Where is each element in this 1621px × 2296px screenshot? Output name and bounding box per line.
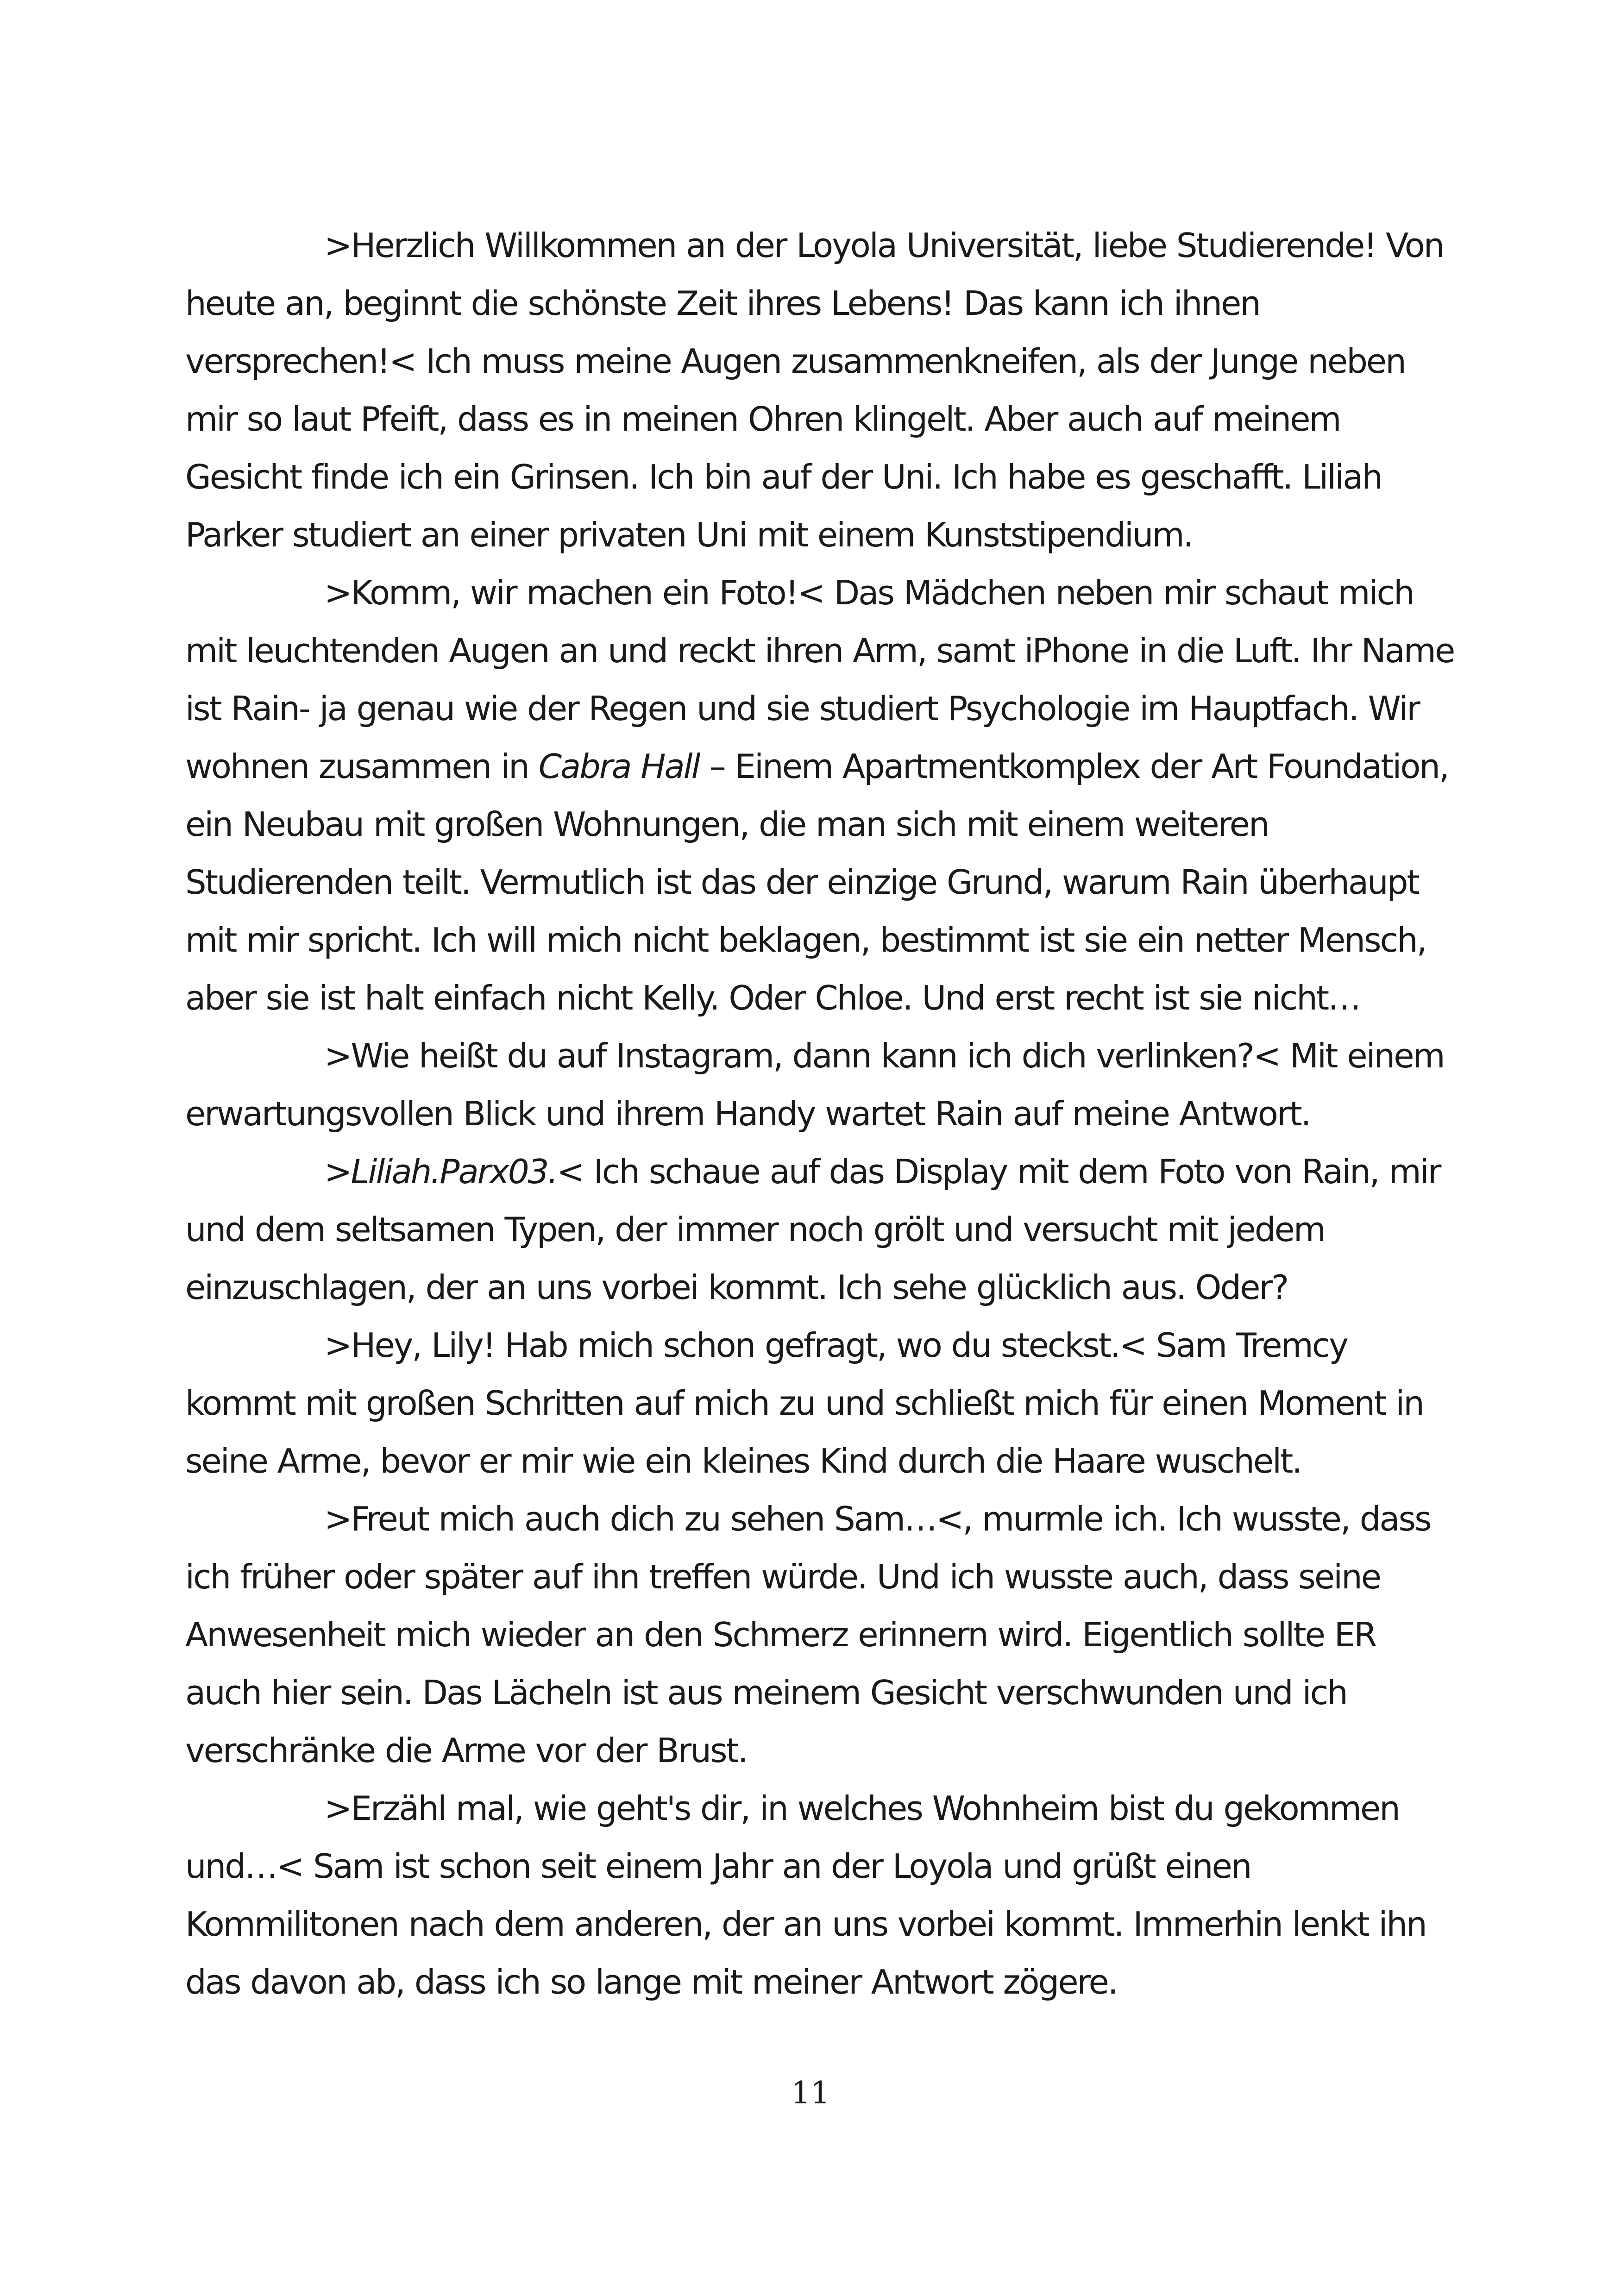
text-segment: – Einem Apartmentkomplex der Art Foundation, ein Neubau mit großen Wohnungen, die man sich mit einem weiteren Studierenden teilt. Vermutlich ist das der einzige Grund, warum Rain überhaupt mit mir spricht. Ich will mich nicht beklagen, bestimmt ist sie ein netter Mensch, aber sie ist halt einfach nicht Kelly. Oder Chloe. Und erst recht ist sie nicht… (185, 747, 1448, 1017)
paragraph (185, 1780, 1454, 2011)
paragraph (185, 564, 1454, 1027)
text-segment: >Komm, wir machen ein Foto!< Das Mädchen neben mir schaut mich mit leuchtenden Augen an und reckt ihren Arm, samt iPhone in die Luft. Ihr Name ist Rain- ja genau wie der Regen und sie studiert Psychologie im Hauptfach. Wir wohnen zusammen in (185, 573, 1454, 786)
text-segment: >Hey, Lily! Hab mich schon gefragt, wo du steckst.< Sam Tremcy kommt mit großen Schritten auf mich zu und schließt mich für einen Moment in seine Arme, bevor er mir wie ein kleines Kind durch die Haare wuschelt. (185, 1326, 1423, 1480)
text-segment: >Wie heißt du auf Instagram, dann kann ich dich verlinken?< Mit einem erwartungsvollen Blick und ihrem Handy wartet Rain auf meine Antwort. (185, 1036, 1444, 1133)
paragraph (185, 217, 1454, 564)
italic-text-segment: Cabra Hall (538, 747, 699, 786)
text-segment: >Erzähl mal, wie geht's dir, in welches Wohnheim bist du gekommen und…< Sam ist schon seit einem Jahr an der Loyola und grüßt einen Kommilitonen nach dem anderen, der an uns vorbei kommt. Immerhin lenkt ihn das davon ab, dass ich so lange mit meiner Antwort zögere. (185, 1789, 1426, 2001)
paragraph (185, 1143, 1454, 1317)
italic-text-segment: Liliah.Parx03. (351, 1152, 557, 1191)
text-segment: >Freut mich auch dich zu sehen Sam…<, murmle ich. Ich wusste, dass ich früher oder später auf ihn treffen würde. Und ich wusste auch, dass seine Anwesenheit mich wieder an den Schmerz erinnern wird. Eigentlich sollte ER auch hier sein. Das Lächeln ist aus meinem Gesicht verschwunden und ich verschränke die Arme vor der Brust. (185, 1499, 1431, 1770)
paragraph (185, 1490, 1454, 1780)
text-segment: > (324, 1152, 351, 1191)
paragraph (185, 1027, 1454, 1143)
body-text (185, 217, 1454, 2011)
page-number: 11 (791, 2075, 830, 2111)
text-segment: < Ich schaue auf das Display mit dem Foto von Rain, mir und dem seltsamen Typen, der immer noch grölt und versucht mit jedem einzuschlagen, der an uns vorbei kommt. Ich sehe glücklich aus. Oder? (185, 1152, 1440, 1307)
paragraph (185, 1317, 1454, 1490)
text-segment: >Herzlich Willkommen an der Loyola Universität, liebe Studierende! Von heute an, beginnt die schönste Zeit ihres Lebens! Das kann ich ihnen versprechen!< Ich muss meine Augen zusammenkneifen, als der Junge neben mir so laut Pfeift, dass es in meinen Ohren klingelt. Aber auch auf meinem Gesicht finde ich ein Grinsen. Ich bin auf der Uni. Ich habe es geschafft. Liliah Parker studiert an einer privaten Uni mit einem Kunststipendium. (185, 226, 1444, 554)
